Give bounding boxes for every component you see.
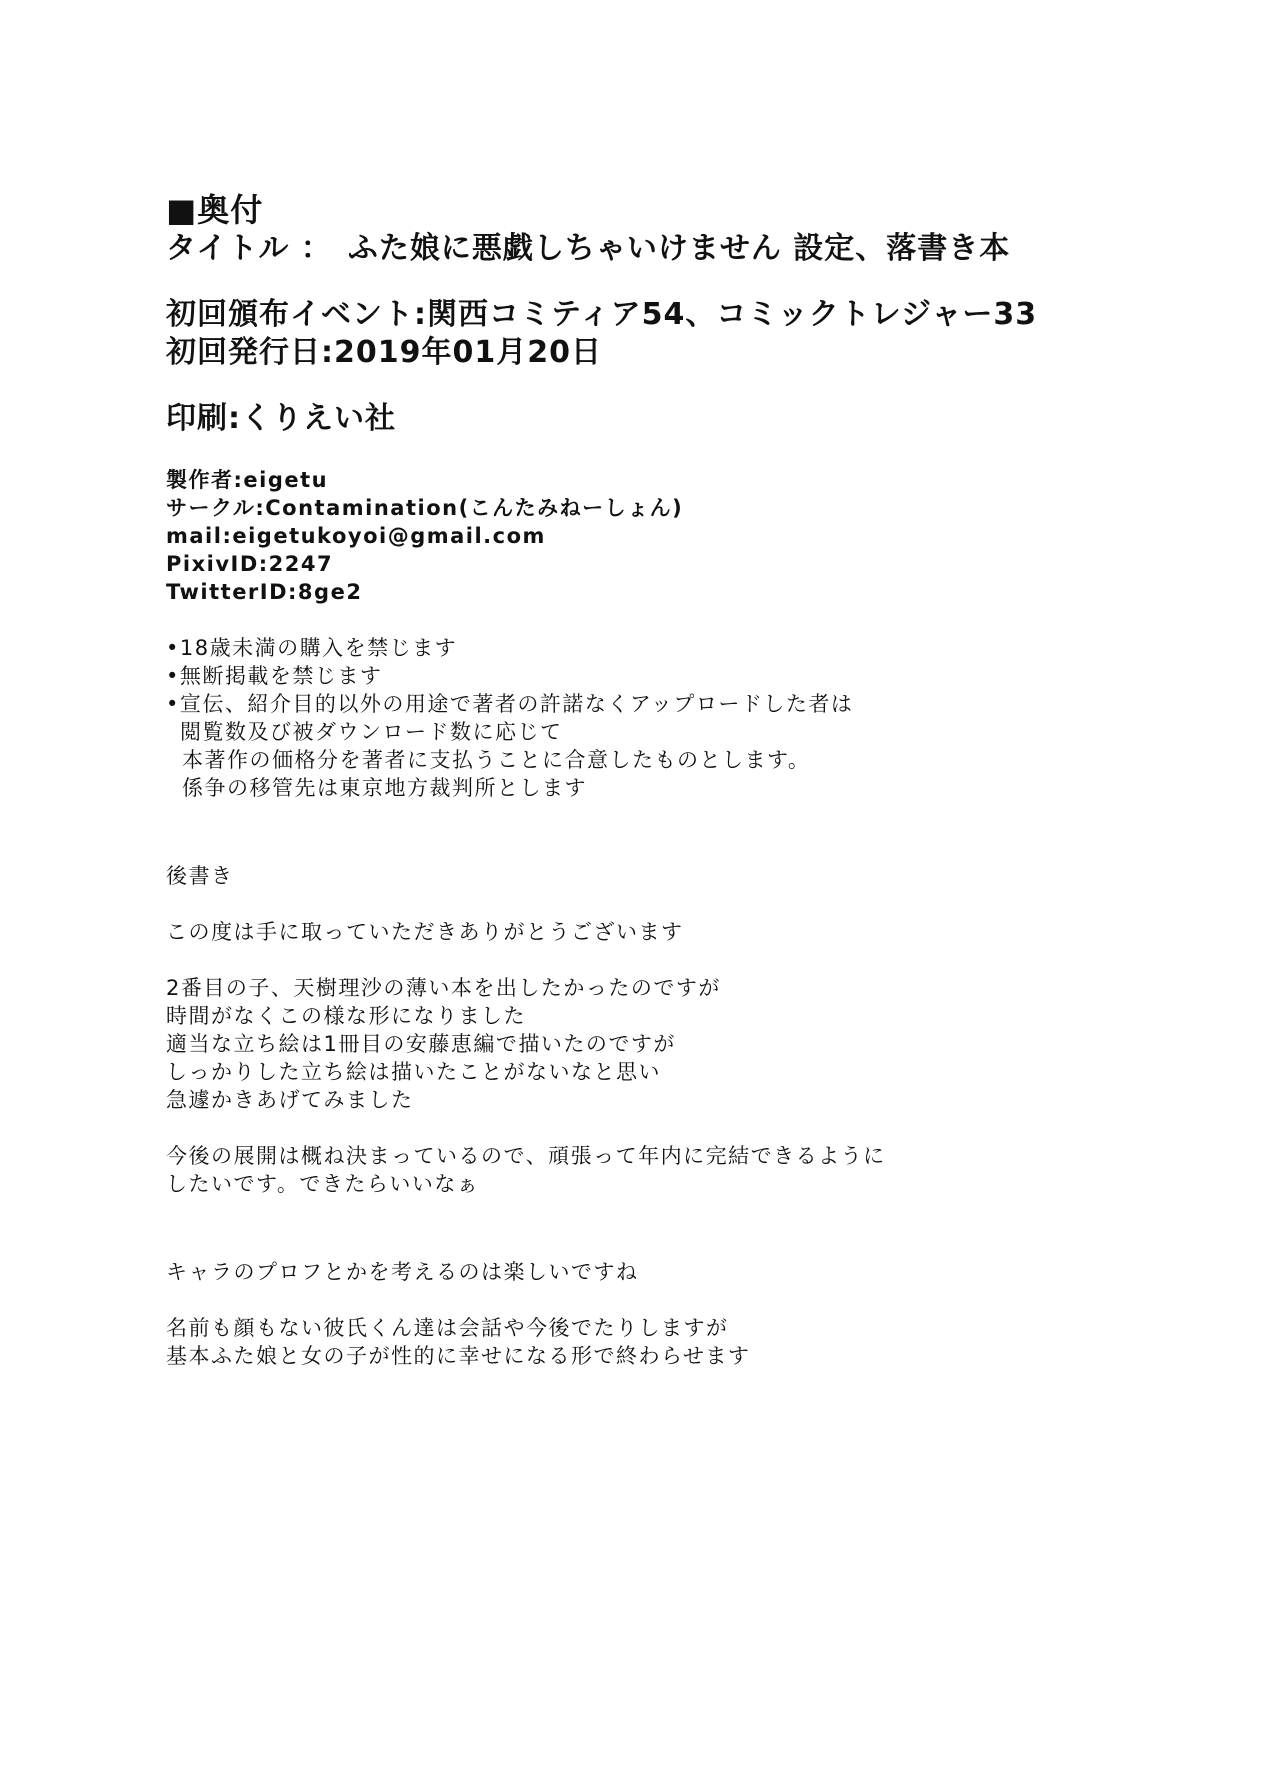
notice-item: 本著作の価格分を著者に支払うことに合意したものとします。 [182, 748, 811, 772]
colophon-page [166, 190, 1226, 1370]
printer: 印刷:くりえい社 [166, 401, 396, 436]
afterword-line: 2番目の子、天樹理沙の薄い本を出したかったのですが [166, 976, 721, 1000]
afterword-line: したいです。できたらいいなぁ [166, 1172, 480, 1196]
afterword-line: 時間がなくこの様な形になりました [166, 1004, 526, 1028]
colophon-heading: ■奥付 [166, 191, 264, 229]
mail-credit: mail:eigetukoyoi@gmail.com [166, 524, 546, 548]
spacer [166, 606, 1226, 634]
notice-item: 係争の移管先は東京地方裁判所とします [182, 776, 587, 800]
first-event: 初回頒布イベント:関西コミティア54、コミックトレジャー33 [166, 297, 1038, 332]
spacer [166, 946, 1226, 974]
afterword-line: 今後の展開は概ね決まっているので、頑張って年内に完結できるように [166, 1144, 886, 1168]
spacer [166, 1198, 1226, 1258]
twitter-credit: TwitterID:8ge2 [166, 580, 363, 604]
spacer [166, 268, 1226, 296]
notice-item: •18歳未満の購入を禁じます [166, 636, 458, 660]
first-issue-date: 初回発行日:2019年01月20日 [166, 335, 602, 370]
pixiv-credit: PixivID:2247 [166, 552, 334, 576]
afterword-line: 名前も顔もない彼氏くん達は会話や今後でたりしますが [166, 1316, 729, 1340]
spacer [166, 890, 1226, 918]
afterword-line: この度は手に取っていただきありがとうございます [166, 920, 684, 944]
circle-credit: サークル:Contamination(こんたみねーしょん) [166, 496, 684, 520]
spacer [166, 372, 1226, 400]
spacer [166, 802, 1226, 862]
notice-item: •宣伝、紹介目的以外の用途で著者の許諾なくアップロードした者は [166, 692, 854, 716]
spacer [166, 1286, 1226, 1314]
afterword-line: キャラのプロフとかを考えるのは楽しいですね [166, 1260, 639, 1284]
notice-item: •無断掲載を禁じます [166, 664, 383, 688]
afterword-heading: 後書き [166, 864, 234, 888]
afterword-line: しっかりした立ち絵は描いたことがないなと思い [166, 1060, 661, 1084]
book-title: タイトル ： ふた娘に悪戯しちゃいけません 設定、落書き本 [166, 231, 1011, 266]
afterword-line: 適当な立ち絵は1冊目の安藤恵編で描いたのですが [166, 1032, 676, 1056]
afterword-block [166, 862, 1226, 1370]
notice-item: 閲覧数及び被ダウンロード数に応じて [180, 720, 563, 744]
afterword-line: 基本ふた娘と女の子が性的に幸せになる形で終わらせます [166, 1344, 751, 1368]
author-credit: 製作者:eigetu [166, 468, 329, 492]
spacer [166, 1114, 1226, 1142]
credits-block [166, 466, 1226, 606]
spacer [166, 438, 1226, 466]
afterword-line: 急遽かきあげてみました [166, 1088, 414, 1112]
notices-block [166, 634, 1226, 802]
